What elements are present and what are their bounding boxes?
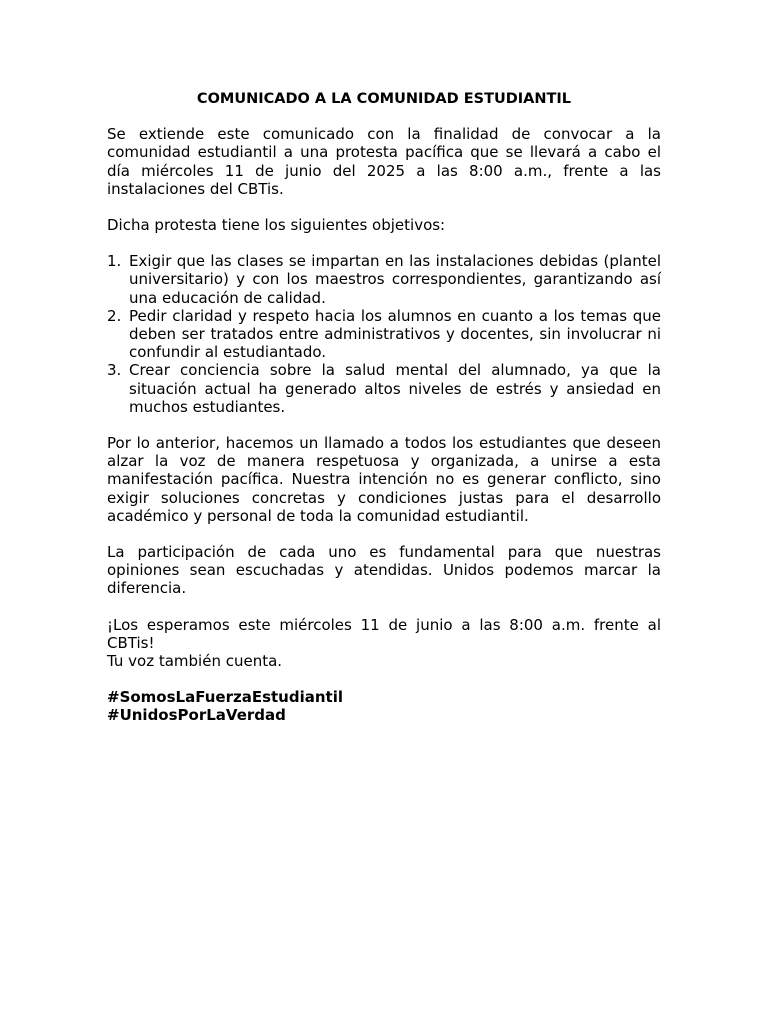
objectives-list	[107, 252, 661, 416]
document-page	[107, 90, 661, 725]
hashtags-block	[107, 688, 661, 724]
objective-text: Crear conciencia sobre la salud mental del alumnado, ya que la situación actual ha generado altos niveles de estrés y ansiedad en muchos estudiantes.	[129, 361, 661, 416]
objectives-heading: Dicha protesta tiene los siguientes objetivos:	[107, 216, 446, 235]
document-title: COMUNICADO A LA COMUNIDAD ESTUDIANTIL	[196, 91, 572, 107]
hashtag: #UnidosPorLaVerdad	[107, 706, 286, 725]
closing-invitation: ¡Los esperamos este miércoles 11 de junio a las 8:00 a.m. frente al CBTis!	[107, 615, 661, 652]
objective-item	[107, 252, 661, 307]
objective-number: 3.	[107, 361, 122, 380]
closing-block	[107, 616, 661, 671]
objective-item	[107, 361, 661, 416]
objective-text: Exigir que las clases se impartan en las instalaciones debidas (plantel universitario) y con los maestros correspondientes, garantizando así una educación de calidad.	[129, 252, 661, 307]
participation-paragraph: La participación de cada uno es fundamental para que nuestras opiniones sean escuchadas y atendidas. Unidos podemos marcar la diferencia.	[107, 543, 661, 598]
objective-text: Pedir claridad y respeto hacia los alumnos en cuanto a los temas que deben ser tratados entre administrativos y docentes, sin involucrar ni confundir al estudiantado.	[129, 306, 661, 362]
closing-slogan: Tu voz también cuenta.	[107, 652, 283, 671]
call-paragraph: Por lo anterior, hacemos un llamado a todos los estudiantes que deseen alzar la voz de manera respetuosa y organizada, a unirse a esta manifestación pacífica. Nuestra intención no es generar conflicto, sino exigir soluciones concretas y condiciones justas para el desarrollo académico y personal de toda la comunidad estudiantil.	[107, 434, 661, 525]
objective-item	[107, 307, 661, 362]
hashtag: #SomosLaFuerzaEstudiantil	[107, 688, 343, 707]
objective-number: 1.	[107, 252, 122, 271]
objective-number: 2.	[107, 306, 122, 325]
intro-paragraph: Se extiende este comunicado con la finalidad de convocar a la comunidad estudiantil a una protesta pacífica que se llevará a cabo el día miércoles 11 de junio del 2025 a las 8:00 a.m., frente a las instalaciones del CBTis.	[107, 125, 661, 198]
